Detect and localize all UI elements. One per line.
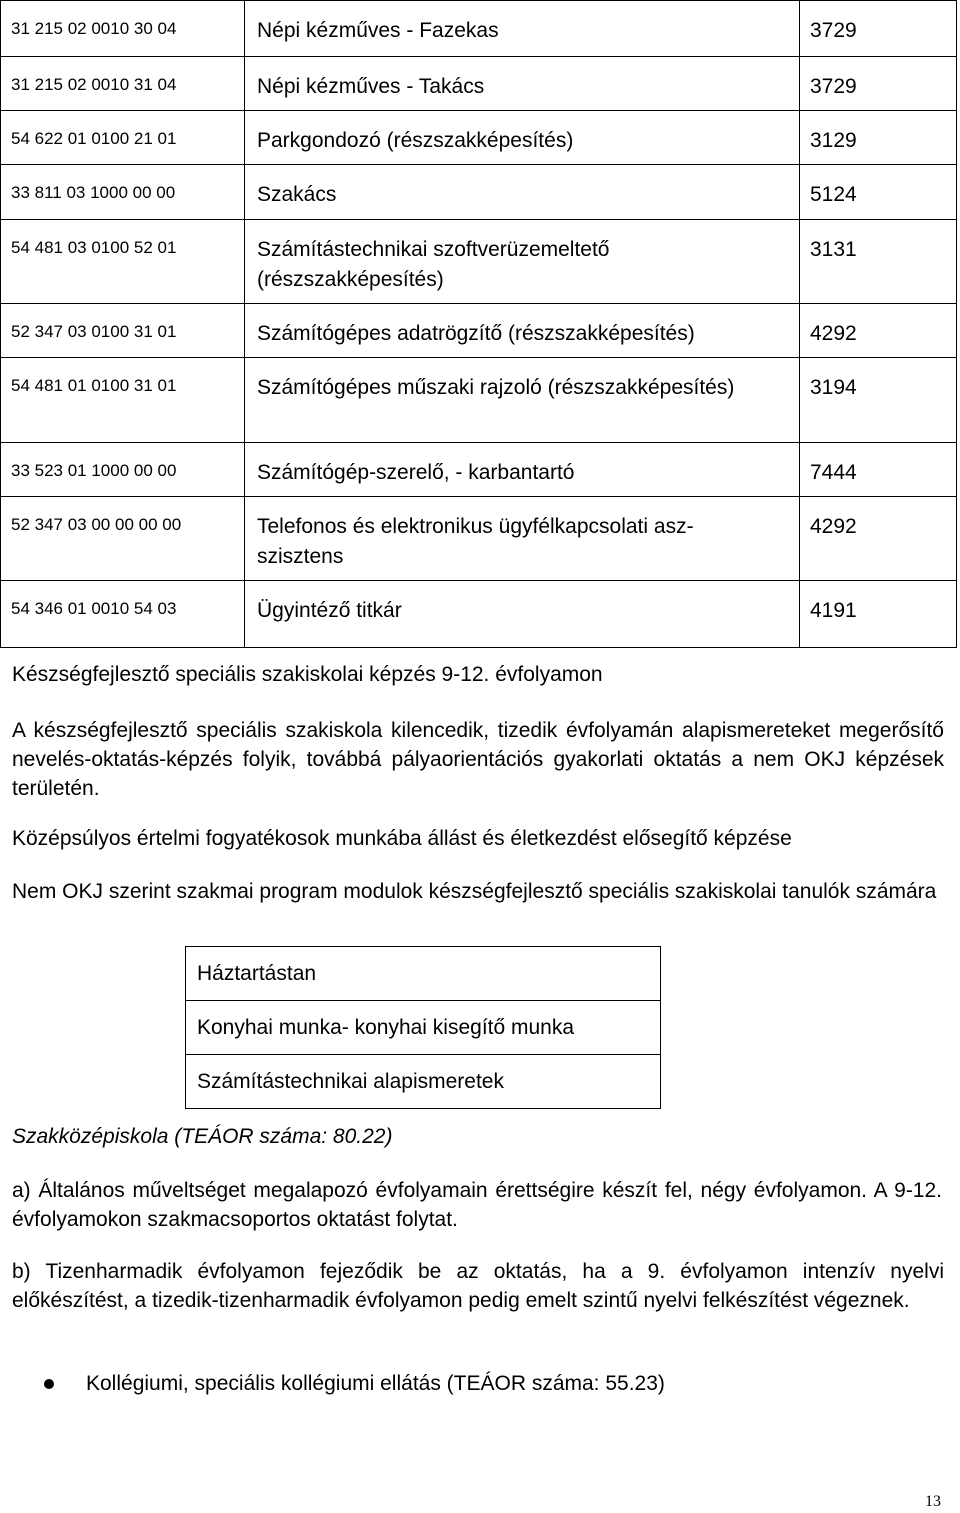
table-row — [1, 111, 957, 165]
page-number: 13 — [925, 1493, 941, 1510]
heading-midlevel-training: Középsúlyos értelmi fogyatékosok munkába állást és életkezdést elősegítő képzése — [12, 827, 792, 850]
occupation-code: 33 811 03 1000 00 00 — [1, 165, 245, 220]
occupation-code: 52 347 03 00 00 00 00 — [1, 497, 245, 581]
paragraph-skills-training: A készségfejlesztő speciális szakiskola kilencedik, tizedik évfolyamán alapismereteket megerősítő nevelés-oktatás-képzés folyik, továbbá pályaorientációs gyakorlati oktatás a nem OKJ képzések területén. — [12, 719, 944, 800]
occupation-code: 31 215 02 0010 31 04 — [1, 57, 245, 111]
table-row — [1, 57, 957, 111]
table-row — [1, 443, 957, 497]
table-row — [186, 947, 661, 1001]
occupation-number: 3729 — [800, 57, 957, 111]
table-row — [1, 497, 957, 581]
occupation-number: 4292 — [800, 304, 957, 358]
occupation-code: 52 347 03 0100 31 01 — [1, 304, 245, 358]
heading-skills-training: Készségfejlesztő speciális szakiskolai képzés 9-12. évfolyamon — [12, 663, 603, 686]
occupation-table — [0, 0, 957, 648]
occupation-number: 3131 — [800, 220, 957, 304]
occupation-code: 54 622 01 0100 21 01 — [1, 111, 245, 165]
bullet-dormitory: Kollégiumi, speciális kollégiumi ellátás (TEÁOR száma: 55.23) — [86, 1372, 665, 1395]
heading-non-okj-modules: Nem OKJ szerint szakmai program modulok készségfejlesztő speciális szakiskolai tanulók számára — [12, 880, 937, 903]
occupation-name: Népi kézműves - Fazekas — [245, 1, 800, 57]
occupation-code: 54 481 01 0100 31 01 — [1, 358, 245, 443]
occupation-name: Népi kézműves - Takács — [245, 57, 800, 111]
occupation-name: Szakács — [245, 165, 800, 220]
module-table-body — [186, 947, 661, 1109]
bullet-icon — [44, 1379, 54, 1389]
occupation-number: 5124 — [800, 165, 957, 220]
module-cell: Számítástechnikai alapismeretek — [186, 1055, 661, 1109]
table-row — [1, 165, 957, 220]
module-cell: Háztartástan — [186, 947, 661, 1001]
occupation-name: Számítógép-szerelő, - karbantartó — [245, 443, 800, 497]
occupation-number: 4292 — [800, 497, 957, 581]
occupation-table-body — [1, 1, 957, 648]
occupation-code: 33 523 01 1000 00 00 — [1, 443, 245, 497]
occupation-name: Számítógépes adatrögzítő (részszakképesítés) — [245, 304, 800, 358]
table-row — [1, 1, 957, 57]
occupation-number: 3129 — [800, 111, 957, 165]
table-row — [1, 358, 957, 443]
occupation-name: Telefonos és elektronikus ügyfélkapcsolati asz-szisztens — [245, 497, 800, 581]
occupation-code: 54 481 03 0100 52 01 — [1, 220, 245, 304]
table-row — [1, 304, 957, 358]
occupation-number: 4191 — [800, 581, 957, 648]
occupation-number: 7444 — [800, 443, 957, 497]
occupation-name: Számítógépes műszaki rajzoló (részszakképesítés) — [245, 358, 800, 443]
occupation-name: Számítástechnikai szoftverüzemeltető (részszakképesítés) — [245, 220, 800, 304]
occupation-code: 31 215 02 0010 30 04 — [1, 1, 245, 57]
paragraph-b: b) Tizenharmadik évfolyamon fejeződik be az oktatás, ha a 9. évfolyamon intenzív nyelvi előkészítést, a tizedik-tizenharmadik évfolyamon pedig emelt szintű nyelvi felkészítést végeznek. — [12, 1260, 944, 1312]
module-table — [185, 946, 661, 1109]
occupation-name: Ügyintéző titkár — [245, 581, 800, 648]
occupation-code: 54 346 01 0010 54 03 — [1, 581, 245, 648]
table-row — [186, 1001, 661, 1055]
table-row — [1, 220, 957, 304]
occupation-number: 3194 — [800, 358, 957, 443]
heading-secondary-school: Szakközépiskola (TEÁOR száma: 80.22) — [12, 1125, 393, 1148]
module-cell: Konyhai munka- konyhai kisegítő munka — [186, 1001, 661, 1055]
table-row — [186, 1055, 661, 1109]
occupation-name: Parkgondozó (részszakképesítés) — [245, 111, 800, 165]
paragraph-a: a) Általános műveltséget megalapozó évfolyamain érettségire készít fel, négy évfolyamon. A 9-12. évfolyamokon szakmacsoportos oktatást folytat. — [12, 1179, 942, 1231]
table-row — [1, 581, 957, 648]
occupation-number: 3729 — [800, 1, 957, 57]
